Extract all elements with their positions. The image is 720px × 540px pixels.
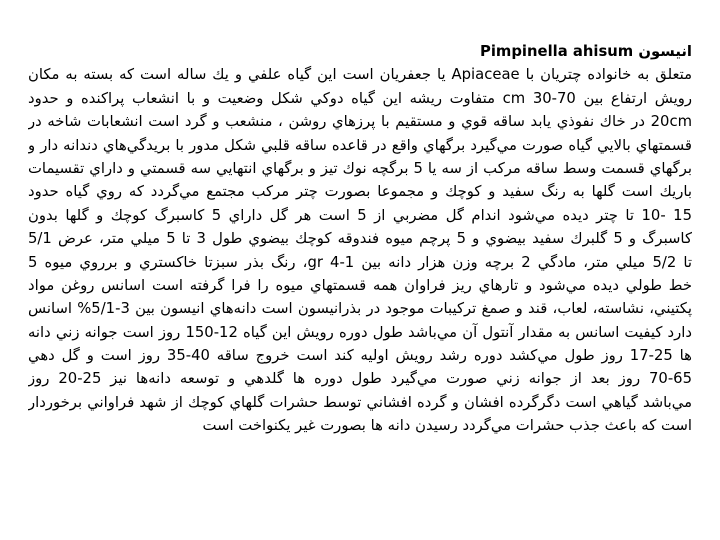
text-line: تا 5/2 ميلي متر، مادگي 2 برچه وزن هزار دانه بين gr 4-1، رنگ بذر سبزتا خاكستري و برروي ميوه 5: [28, 253, 692, 271]
text-line: قسمتهاي بالايي گياه صورت مي‌گيرد برگهاي واقع در قاعده ساقه قلبي شكل مدور با بريدگي‌هاي دندانه دار و: [28, 136, 692, 154]
text-line: دارد كيفيت اسانس به مقدار آنتول آن مي‌باشد طول دوره رويش اين گياه 12-150 روز است جوانه زني دانه: [28, 323, 692, 341]
text-line: كاسبرگ و 5 گلبرك سفيد بيضوي و 5 پرچم ميوه فندوقه كوچك بيضوي طول 3 تا 5 ميلي متر، عرض 5/1: [28, 230, 692, 248]
text-line: 15 -10 تا چتر ديده مي‌شود اندام گل مضربي از 5 است هر گل داراي 5 كاسبرگ كوچك و گلها بدون: [28, 206, 692, 224]
text-line: متعلق به خانواده چتريان با Apiaceae يا جعفريان است اين گياه علفي و يك ساله است كه بسته به مكان: [28, 66, 692, 84]
text-line: خط طولي ديده مي‌شود و تارهاي ريز فراوان همه قسمتهاي ميوه را فرا گرفته است اسانس روغن مواد: [28, 276, 692, 294]
text-line: برگهاي قسمت وسط ساقه مركب از سه يا 5 برگچه نوك تيز و برگهاي انتهايي سه قسمتي و داراي تقسيمات: [28, 159, 692, 177]
text-line: است كه باعث جذب حشرات مي‌گردد رسيدن دانه ها بصورت غير يكنواخت است: [202, 417, 692, 435]
text-line: باريك است گلها به رنگ سفيد و كوچك و مجموعا بصورت چتر مركب مجتمع مي‌گردد كه روي گياه حدود: [28, 183, 692, 201]
text-line: مي‌باشد گياهي است دگرگرده افشان و گرده افشاني توسط حشرات گلهاي كوچك از شهد فراواني برخوردار: [28, 393, 692, 411]
document-heading: انيسون Pimpinella ahisum: [480, 43, 692, 60]
text-line: پكتيني، نشاسته، لعاب، قند و صمغ تركيبات موجود در بذرانيسون است دانه‌هاي انيسون بين 3-5/1% اسانس: [28, 300, 692, 318]
paragraph-text-block: [28, 40, 692, 438]
text-line: رويش ارتفاع بين 70-30 cm متفاوت ريشه اين گياه دوكي شكل وضعيت و با انشعاب پراكنده و حدود: [28, 89, 692, 107]
text-line: 70-65 روز بعد از جوانه زني صورت مي‌گيرد طول دوره ها گلدهي و توسعه دانه‌ها نيز 25-20 روز: [28, 370, 692, 388]
text-line: 20cm در خاك نفوذي يابد ساقه قوي و مستقيم با پرزهاي روشن ، منشعب و گرد است انشعابات شاخه در: [28, 113, 692, 131]
text-line: ها 25-17 روز طول مي‌كشد دوره رشد رويش اوليه كند است خروج ساقه 40-35 روز است و گل دهي: [28, 347, 692, 365]
